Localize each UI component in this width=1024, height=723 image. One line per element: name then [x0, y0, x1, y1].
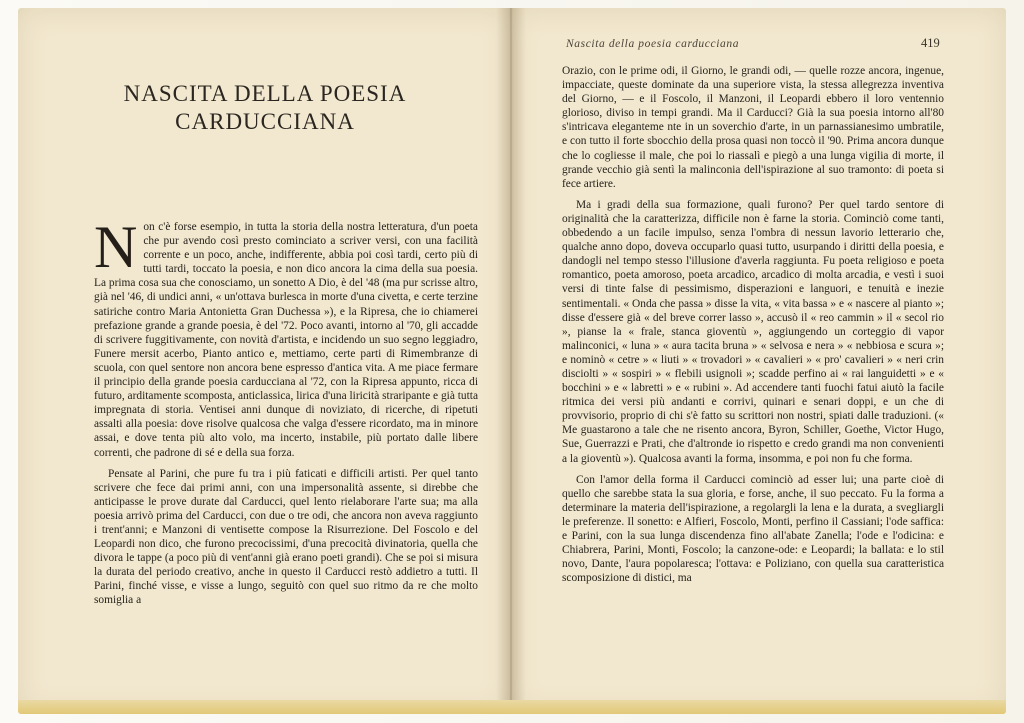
page-number: 419: [921, 36, 940, 50]
running-head: Nascita della poesia carducciana: [566, 38, 740, 50]
right-paragraph-3: Con l'amor della forma il Carducci cominciò ad esser lui; una parte cioè di quello che sarebbe stata la sua gloria, e forse, anche, il suo peccato. Fu la forma a determinare la materia dell'ispirazione, a regolargli la lena e la durata, a svegliargli le preferenze. Il sonetto: e Alfieri, Foscolo, Monti, perfino il Cassiani; l'ode saffica: e Parini, con la sua lunga discendenza fino all'abate Zanella; l'ode e l'odicina: e Chiabrera, Parini, Monti, Foscolo; la canzone-ode: e Leopardi; la ballata: e lo stil novo, Dante, l'aura popolaresca; l'ottava: e Poliziano, con quella sua caratteristica scomposizione di distici, ma: [562, 473, 944, 585]
right-page-body: [562, 64, 944, 649]
left-paragraph-1-text: on c'è forse esempio, in tutta la storia della nostra letteratura, d'un poeta che pur avendo così presto cominciato a scriver versi, con una facilità corrente e un poco, anche, indifferente, abbia poi così tardi, certo più di tutti tardi, toccato la poesia, e non dico ancora la cima della sua poesia. La prima cosa sua che conosciamo, un sonetto A Dio, è del '48 (ma pur scrisse altro, già nel '46, di undici anni, « un'ottava burlesca in morte d'una civetta, e certe terzine satiriche contro Maria Antonietta Gran Duchessa »), e la Ripresa, che io chiamerei prefazione grande a grande poesia, è del '72. Poco avanti, intorno al '70, gli accadde di scrivere fuggitivamente, con novità d'artista, e incidendo un suo segno leggiadro, Funere mersit acerbo, Pianto antico e, mettiamo, certe parti di Rimembranze di scuola, con quel sentore non ancora bene espresso d'antica vita. A me piace fermare il principio della grande poesia carducciana al '72, con la Ripresa appunto, ricca di futuro, arditamente scomposta, anticlassica, lirica d'una liricità straripante e già tutta impregnata di storia. Ventisei anni dunque di noviziato, di ricerche, di ripetuti assalti alla poesia: dove risolve qualcosa che valga d'essere ricordato, ma in minore assai, e dove tenta più alto volo, ma incerto, instabile, più portato dalle libere correnti, che padrone di sé e della sua forza.: [94, 221, 478, 459]
left-page-body: [94, 220, 478, 630]
book-gutter: [496, 8, 526, 713]
right-paragraph-1: Orazio, con le prime odi, il Giorno, le grandi odi, — quelle rozze ancora, ingenue, impacciate, queste dominate da una superiore vista, la stessa allegrezza inventiva del Giorno, — e il Foscolo, il Manzoni, il Leopardi ebbero il loro ventennio glorioso, diviso in tempi grandi. Ma il Carducci? Già la sua poesia intorno all'80 s'intricava eleganteme nte in un soverchio d'arte, in un parnassianesimo umbratile, e con tutto il forte sbocchio della prosa quasi non toccò il '90. Prima ancora dunque che lo cogliesse il male, che poi lo riassalì e piegò a una lunga vigilia di morte, il grande vecchio già sentì la malinconia dell'ispirazione al suo tramonto: di poeta si fece artiere.: [562, 65, 944, 190]
chapter-title-line1: NASCITA DELLA POESIA: [123, 81, 407, 106]
chapter-title: [60, 80, 470, 136]
page-edge: [18, 700, 1006, 714]
chapter-title-line2: CARDUCCIANA: [175, 109, 355, 134]
left-paragraph-2: Pensate al Parini, che pure fu tra i più faticati e difficili artisti. Per quel tanto scrivere che fece dai primi anni, con una impersonalità assente, si direbbe che anticipasse le prove durate dal Carducci, quel lento rielaborare l'arte sua; ma alla poesia arrivò prima del Carducci, con due o tre odi, che ancora non aveva raggiunto i trent'anni; e Manzoni di ventisette compose la Risurrezione. Del Foscolo e del Leopardi non dico, che furono precocissimi, d'una precocità divinatoria, quella che divora le tappe (a poco più di vent'anni già erano poeti grandi). Che se poi si misura la durata del periodo creativo, anche in questo il Carducci restò addietro a tutti. Il Parini, finché visse, e visse a lungo, seguitò con quel suo ritmo da re che molto somiglia a: [94, 467, 478, 607]
left-paragraph-1: [94, 220, 478, 460]
drop-cap: N: [94, 220, 138, 280]
right-paragraph-2: Ma i gradi della sua formazione, quali furono? Per quel tardo sentore di originalità che la caratterizza, difficile non è farne la storia. Cominciò come tanti, obbedendo a un facile impulso, senza l'ombra di nessun lavorio letterario che, qualche anno dopo, doveva occuparlo quasi tutto, usurpando i diritti della poesia, e dandogli nel tempo stesso l'illusione d'averla raggiunta. Fu poeta religioso e poeta romantico, poeta amoroso, poeta arcadico, arcadico di molta arcadia, e vestì i suoi versi di tinte false di pessimismo, disperazioni e languori, e tenuità e inezie sentimentali. « Onda che passa » disse la vita, « vita bassa » e « nascere al pianto »; disse d'essere già « del breve correr lasso », accusò il « reo cammin » il « secol rio », pianse la « frale, stanca gioventù », aggiungendo un corteggio di vapor malinconici, « luna » « aura tacita bruna » « selvosa e nera » « nebbiosa e scura »; e nominò « cetre » « liuti » « trovadori » « cavalieri » « pro' cavalieri » « neri crin disciolti » « sospiri » « flebili usignoli »; scadde perfino ai « rai languidetti » e « bocchini » e « labretti » e « rubini ». Ad accendere tanti fuochi fatui aiutò la facile ritmica dei versi più andanti e corrivi, quinari e senari doppi, e un che di provvisorio, proprio di chi s'è fatto su scrittori non nostri, spiati dalle traduzioni. (« Me guastarono a tale che ne risento ancora, Byron, Schiller, Goethe, Victor Hugo, Sue, Guerrazzi e Prati, che d'altronde io rispetto e credo grandi ma non convenienti a la gioventù »). Qualcosa avanti la forma, insomma, e poi non fu che forma.: [562, 198, 944, 465]
